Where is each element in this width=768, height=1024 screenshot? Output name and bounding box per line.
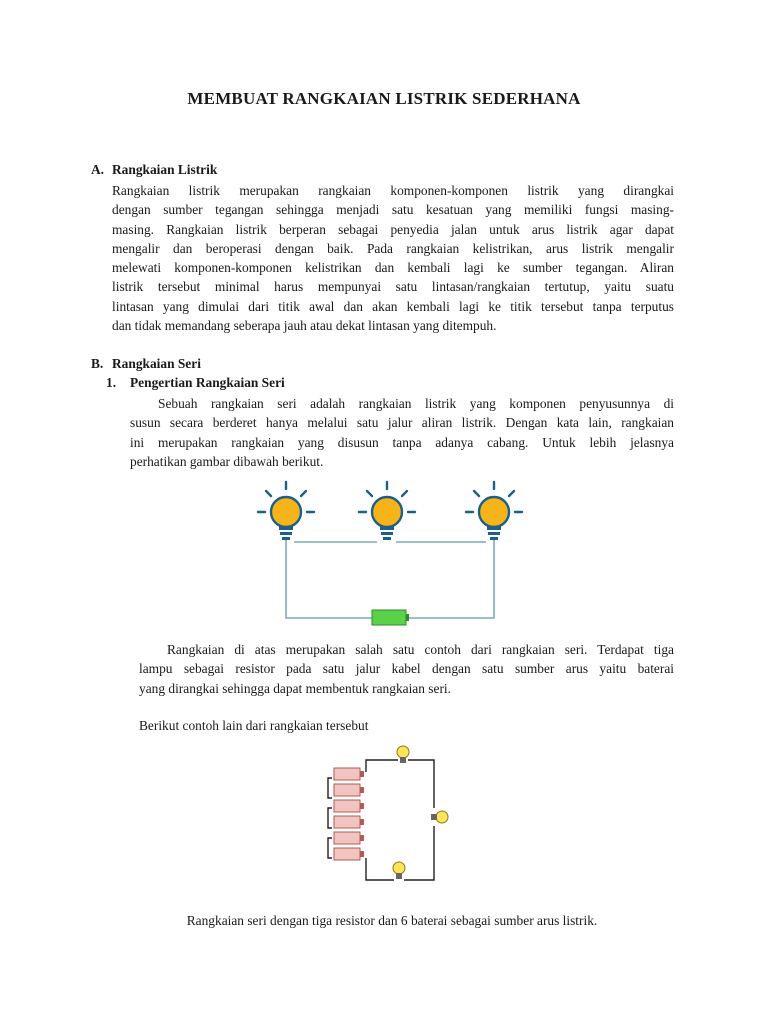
figure-2-caption: Rangkaian seri dengan tiga resistor dan 6 baterai sebagai sumber arus listrik. [186,913,598,928]
battery-icon [334,800,364,812]
battery-icon [372,610,409,625]
battery-icon [334,768,364,780]
subsection-1-paragraph [130,394,674,471]
lightbulb-icon [393,862,405,879]
series-batteries-figure [316,740,466,890]
section-b-marker: B. [91,356,104,371]
series-bulbs-figure [232,478,552,638]
battery-stack [334,768,364,860]
lightbulb-icon [431,811,448,823]
battery-icon [334,832,364,844]
subsection-1-marker: 1. [106,375,117,390]
lightbulb-icon [258,482,314,540]
example-intro: Berikut contoh lain dari rangkaian tersebut [139,718,369,733]
section-a-paragraph [112,181,674,335]
lightbulb-icon [466,482,522,540]
paragraph-line: mengalir dan beroperasi dengan baik. Pada rangkaian kelistrikan, arus listrik mengalir [112,240,674,256]
section-a-heading: Rangkaian Listrik [112,162,218,177]
figure-1-explanation [139,640,674,698]
paragraph-line: lampu sebagai resistor pada satu jalur kabel dengan satu sumber arus yaitu baterai [139,661,674,677]
paragraph-line: masing. Rangkaian listrik berperan sebagai penyedia jalan untuk arus listrik agar dapat [112,221,674,237]
paragraph-line: lintasan yang dimulai dari titik awal dan akan kembali lagi ke titik tersebut tanpa terputus [112,298,674,314]
lightbulb-icon [359,482,415,540]
section-a-marker: A. [91,162,105,177]
subsection-1-heading: Pengertian Rangkaian Seri [130,375,285,390]
paragraph-line: dengan sumber tegangan sehingga menjadi satu kesatuan yang memiliki fungsi masing- [112,202,674,218]
battery-icon [334,784,364,796]
paragraph-line: melewati komponen-komponen kelistrikan dan kembali lagi ke sumber tegangan. Aliran [112,260,674,276]
paragraph-line: susun secara berderet hanya melalui satu jalur aliran listrik. Dengan kata lain, rangkaian [130,415,674,431]
battery-icon [334,848,364,860]
paragraph-line: ini merupakan rangkaian yang disusun tanpa adanya cabang. Untuk lebih jelasnya [130,434,674,450]
circuit-wire [286,540,494,618]
battery-icon [334,816,364,828]
paragraph-line: Rangkaian listrik merupakan rangkaian komponen-komponen listrik yang dirangkai [112,183,674,198]
paragraph-line: listrik tersebut minimal harus mempunyai satu lintasan/rangkaian tertutup, yaitu suatu [112,279,674,295]
paragraph-line: Rangkaian di atas merupakan salah satu contoh dari rangkaian seri. Terdapat tiga [167,642,674,657]
lightbulb-icon [397,746,409,763]
paragraph-line: Sebuah rangkaian seri adalah rangkaian listrik yang komponen penyusunnya di [158,396,674,411]
paragraph-line: yang dirangkai sehingga dapat membentuk rangkaian seri. [139,680,451,696]
paragraph-line: dan tidak memandang seberapa jauh atau dekat lintasan yang ditempuh. [112,318,497,334]
section-b-heading: Rangkaian Seri [112,356,201,371]
paragraph-line: perhatikan gambar dibawah berikut. [130,453,324,469]
page-title: MEMBUAT RANGKAIAN LISTRIK SEDERHANA [187,89,581,108]
